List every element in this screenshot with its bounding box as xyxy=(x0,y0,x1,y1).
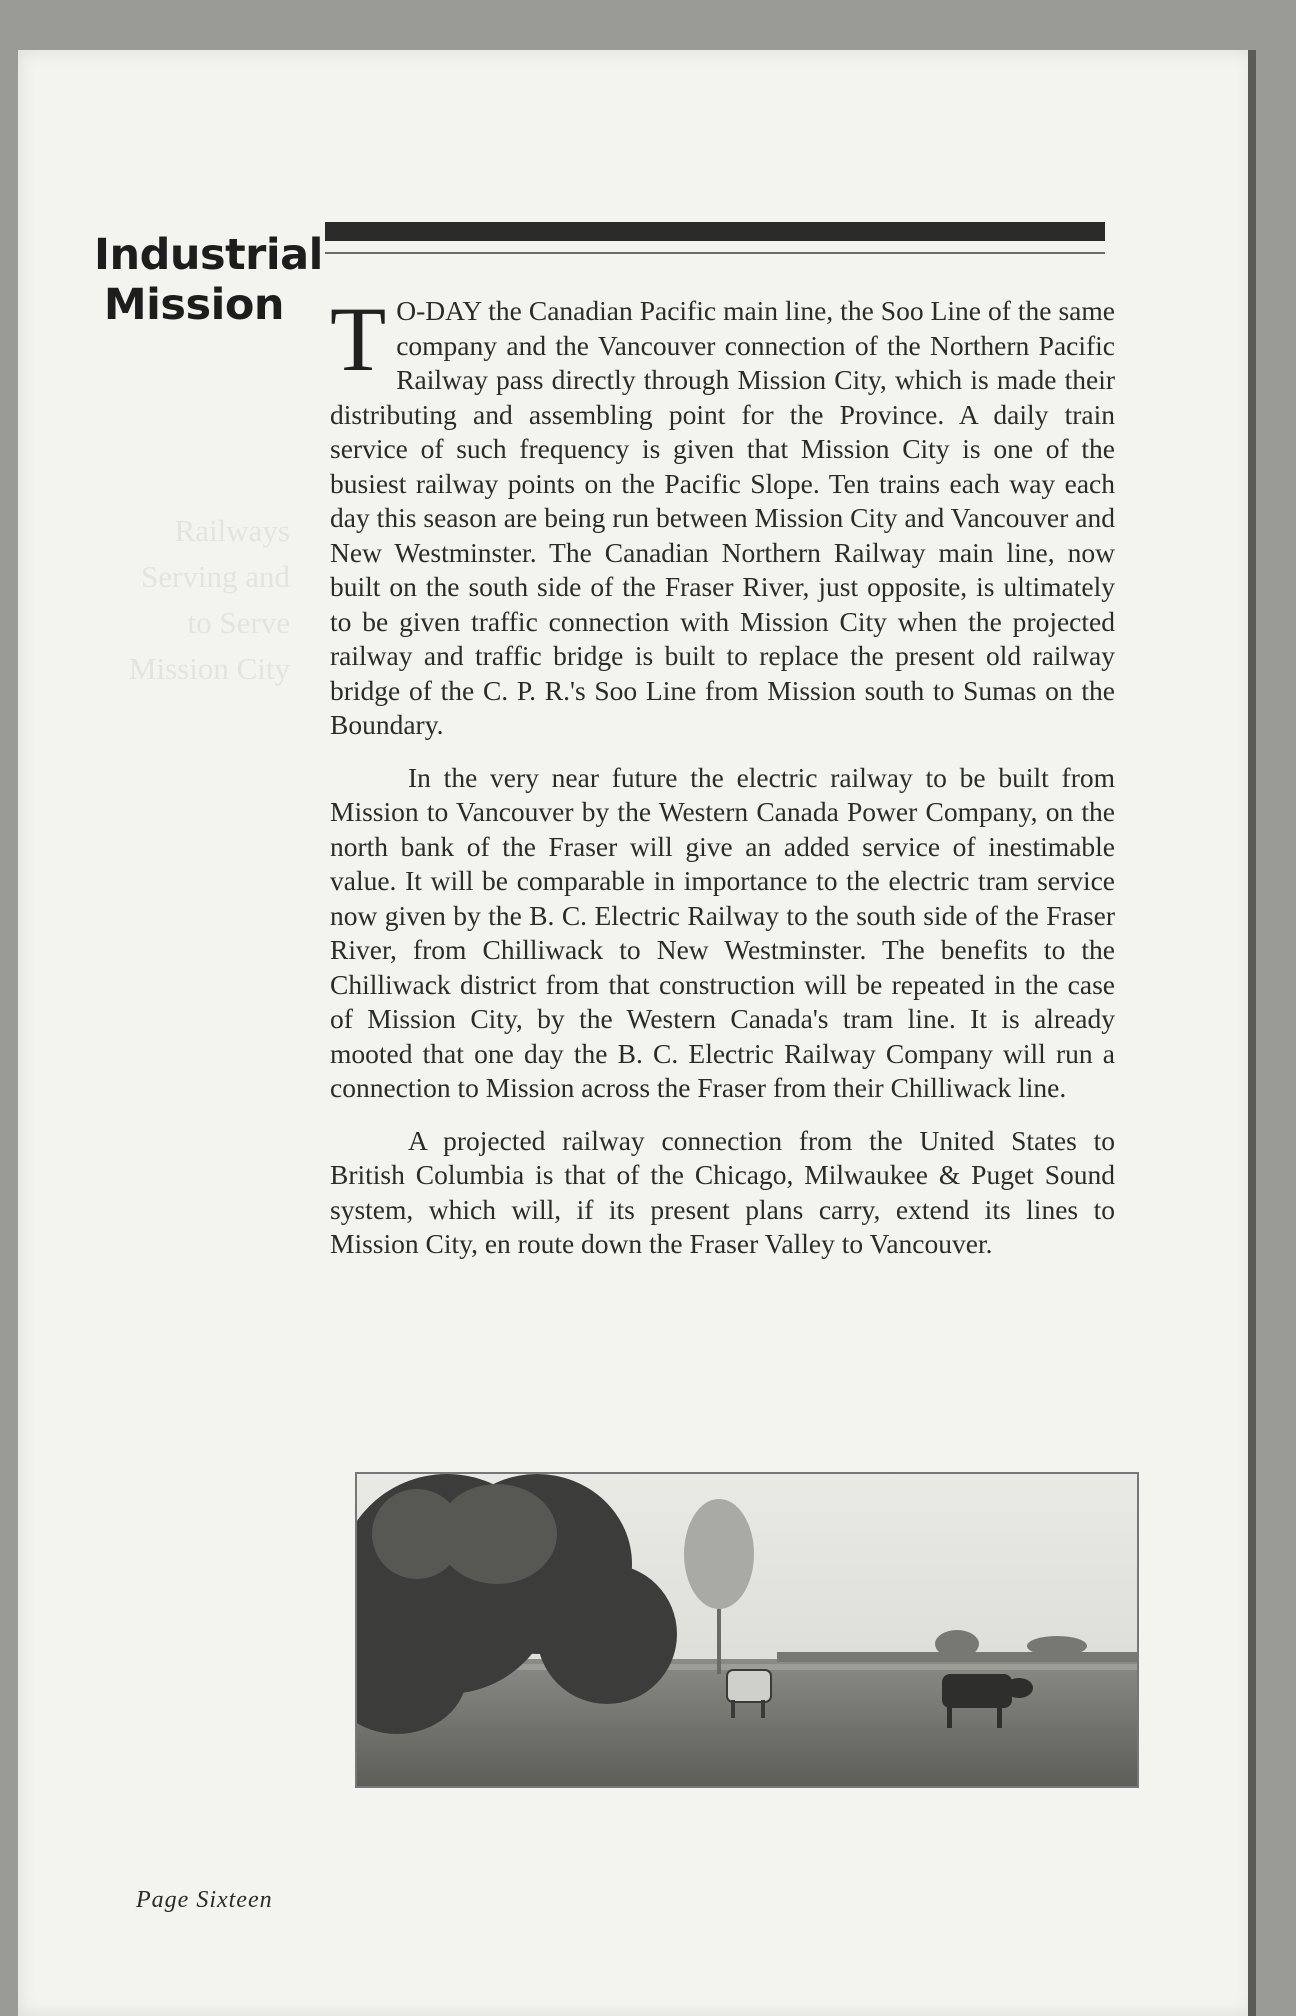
margin-note-line: to Serve xyxy=(187,605,290,640)
margin-note-line: Railways xyxy=(174,513,290,548)
section-title-line-2: Mission xyxy=(103,280,284,330)
article-body xyxy=(330,288,1115,1280)
header-rule-thick xyxy=(325,222,1105,241)
drop-cap: T xyxy=(330,288,387,390)
margin-note-line: Serving and xyxy=(141,559,290,594)
header-rule-thin xyxy=(325,252,1105,254)
page-edge xyxy=(1248,50,1256,2016)
paragraph-1 xyxy=(330,288,1115,743)
section-title-line-1: Industrial xyxy=(94,230,323,280)
page-number: Page Sixteen xyxy=(136,1887,273,1913)
margin-note-line: Mission City xyxy=(128,651,290,686)
section-title xyxy=(94,230,323,330)
pasture-photo-image xyxy=(357,1474,1137,1786)
paragraph-2: In the very near future the electric railway to be built from Mission to Vancouver by the Western Canada Power Company, on the north bank of the Fraser will give an added service of inestimable value. It will be comparable in importance to the electric tram service now given by the B. C. Electric Railway to the south side of the Fraser River, from Chilliwack to New Westminster. The benefits to the Chilliwack district from that construction will be repeated in the case of Mission City, by the Western Canada's tram line. It is already mooted that one day the B. C. Electric Railway Company will run a connection to Mission across the Fraser from their Chilliwack line. xyxy=(330,761,1115,1103)
paragraph-3: A projected railway connection from the United States to British Columbia is that of the Chicago, Milwaukee & Puget Sound system, which will, if its present plans carry, extend its lines to Mission City, en route down the Fraser Valley to Vancouver. xyxy=(330,1124,1115,1259)
pasture-photo xyxy=(355,1472,1139,1788)
paragraph-1-text: O-DAY the Canadian Pacific main line, the Soo Line of the same company and the Vancouver connection of the Northern Pacific Railway pass directly through Mission City, which is made their distributing and assembling point for the Province. A daily train service of such frequency is given that Mission City is one of the busiest railway points on the Pacific Slope. Ten trains each way each day this season are being run between Mission City and Vancouver and New Westminster. The Canadian Northern Railway main line, now built on the south side of the Fraser River, just opposite, is ultimately to be given traffic connection with Mission City when the projected railway and traffic bridge is built to replace the present old railway bridge of the C. P. R.'s Soo Line from Mission south to Sumas on the Boundary. xyxy=(330,295,1115,740)
margin-note xyxy=(90,508,290,692)
